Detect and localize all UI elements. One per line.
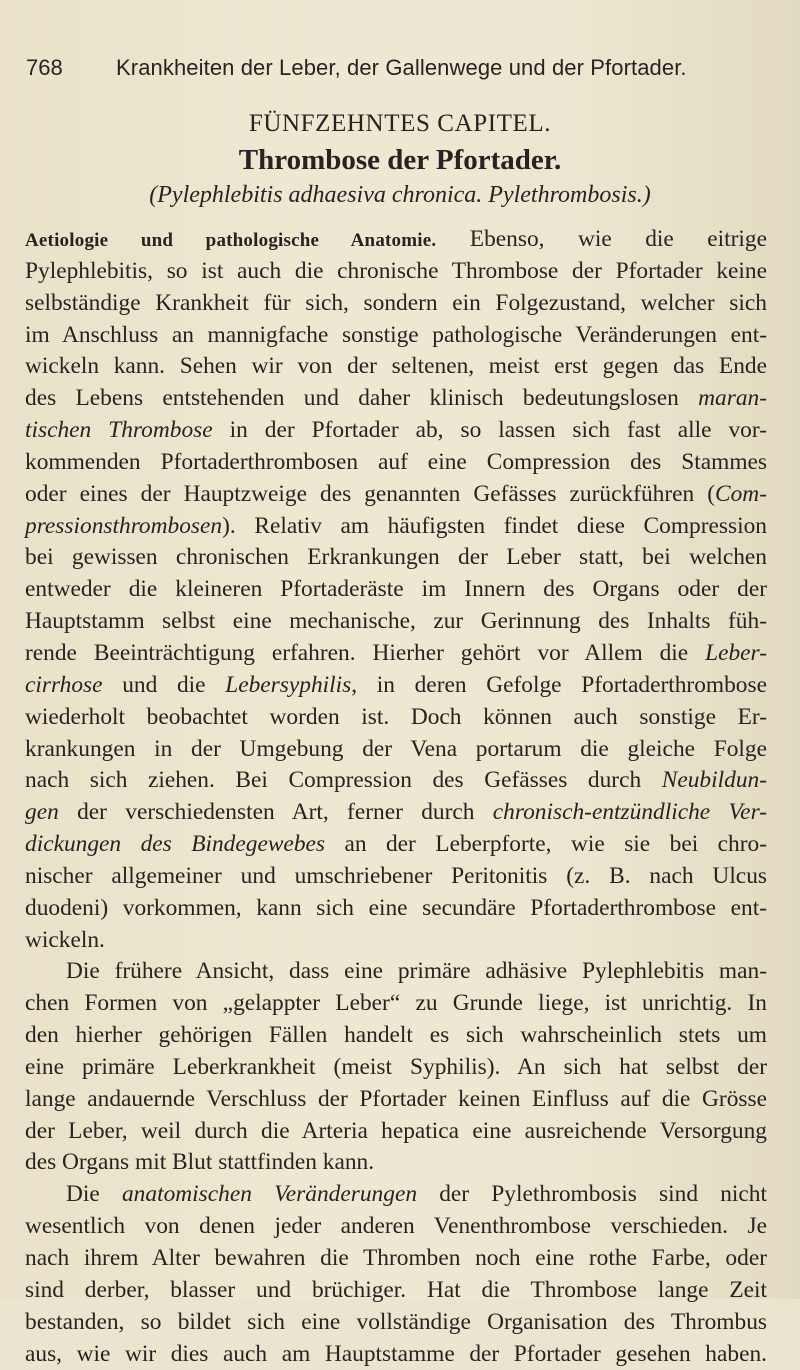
emphasis: Neubildun- <box>661 767 767 794</box>
text-line: dickungen des Bindegewebes an der Leberpforte, wie sie bei chro- <box>25 831 767 858</box>
section-title: Thrombose der Pfortader. <box>238 144 562 176</box>
text-line: eine primäre Leberkrankheit (meist Syphilis). An sich hat selbst der <box>25 1053 767 1080</box>
text-line: krankungen in der Umgebung der Vena portarum die gleiche Folge <box>25 735 767 762</box>
text-line: wickeln. <box>25 926 105 953</box>
text-line: im Anschluss an mannigfache sonstige pathologische Veränderungen ent- <box>25 321 767 348</box>
running-header <box>26 50 766 86</box>
text-line: nach ihrem Alter bewahren die Thromben noch eine rothe Farbe, oder <box>25 1245 767 1271</box>
emphasis: Lebersyphilis <box>225 671 352 698</box>
text-line: pressionsthrombosen). Relativ am häufigsten findet diese Compression <box>25 512 767 539</box>
text-line: bei gewissen chronischen Erkrankungen der Leber statt, bei welchen <box>25 544 767 571</box>
text-line: wiederholt beobachtet worden ist. Doch können auch sonstige Er- <box>25 703 767 730</box>
text-line: Die frühere Ansicht, dass eine primäre adhäsive Pylephlebitis man- <box>66 958 767 985</box>
text-line: rende Beeinträchtigung erfahren. Hierher gehört vor Allem die Leber- <box>25 639 767 666</box>
text-line: den hierher gehörigen Fällen handelt es sich wahrscheinlich stets um <box>25 1022 767 1049</box>
emphasis: Leber- <box>705 639 767 666</box>
text-line: cirrhose und die Lebersyphilis, in deren Gefolge Pfortaderthrombose <box>25 671 767 698</box>
page-number: 768 <box>26 55 63 80</box>
text-line: sind derber, blasser und brüchiger. Hat die Thrombose lange Zeit <box>25 1276 767 1303</box>
emphasis: pressionsthrombosen <box>25 512 223 539</box>
text-line: nach sich ziehen. Bei Compression des Gefässes durch Neubildun- <box>25 767 767 794</box>
emphasis: gen <box>25 799 59 826</box>
emphasis: anatomischen Veränderungen <box>121 1181 418 1208</box>
text-line: oder eines der Hauptzweige des genannten Gefässes zurückführen (Com- <box>25 480 767 507</box>
text-line: duodeni) vorkommen, kann sich eine secundäre Pfortaderthrombose ent- <box>25 894 767 921</box>
text-line: nischer allgemeiner und umschriebener Peritonitis (z. B. nach Ulcus <box>25 862 767 889</box>
text-line: Pylephlebitis, so ist auch die chronische Thrombose der Pfortader keine <box>25 257 767 284</box>
text-line: der Leber, weil durch die Arteria hepatica eine ausreichende Versorgung <box>25 1117 767 1144</box>
body-text <box>25 224 767 1370</box>
subsection-heading: Aetiologie und pathologische Anatomie. <box>25 230 437 251</box>
text-line: kommenden Pfortaderthrombosen auf eine Compression des Stammes <box>25 448 767 475</box>
text-line: selbständige Krankheit für sich, sondern ein Folgezustand, welcher sich <box>25 289 767 316</box>
text-line: entweder die kleineren Pfortaderäste im Innern des Organs oder der <box>25 576 767 603</box>
text-line: wesentlich von denen jeder anderen Venenthrombose verschieden. Je <box>25 1213 767 1240</box>
text-line: des Organs mit Blut stattfinden kann. <box>25 1149 375 1176</box>
text-line: Hauptstamm selbst eine mechanische, zur Gerinnung des Inhalts füh- <box>25 608 767 635</box>
text-line: chen Formen von „gelappter Leber“ zu Grunde liege, ist unrichtig. In <box>25 990 767 1017</box>
text-line: wickeln kann. Sehen wir von der seltenen, meist erst gegen das Ende <box>25 353 767 380</box>
section-subtitle: (Pylephlebitis adhaesiva chronica. Pylethrombosis.) <box>149 182 651 208</box>
text-line: aus, wie wir dies auch am Hauptstamme der Pfortader gesehen haben. <box>25 1340 767 1367</box>
text-line: gen der verschiedensten Art, ferner durch chronisch-entzündliche Ver- <box>25 799 767 826</box>
running-title: Krankheiten der Leber, der Gallenwege und der Pfortader. <box>116 55 687 80</box>
text-line: lange andauernde Verschluss der Pfortader keinen Einfluss auf die Grösse <box>25 1085 767 1112</box>
text-line: bestanden, so bildet sich eine vollständige Organisation des Thrombus <box>25 1308 767 1335</box>
emphasis: tischen Thrombose <box>25 417 213 444</box>
emphasis: Com- <box>715 480 767 507</box>
text-line: Die anatomischen Veränderungen der Pylethrombosis sind nicht <box>66 1181 767 1208</box>
text-line: des Lebens entstehenden und daher klinisch bedeutungslosen maran- <box>25 385 767 412</box>
text-line: tischen Thrombose in der Pfortader ab, so lassen sich fast alle vor- <box>25 417 767 444</box>
emphasis: chronisch-entzündliche Ver- <box>492 799 767 826</box>
emphasis: cirrhose <box>25 671 103 698</box>
emphasis: dickungen des Bindegewebes <box>25 831 325 858</box>
chapter-heading: FÜNFZEHNTES CAPITEL. <box>248 110 552 137</box>
emphasis: maran- <box>698 385 767 412</box>
text-line: Aetiologie und pathologische Anatomie. Ebenso, wie die eitrige <box>25 226 767 252</box>
